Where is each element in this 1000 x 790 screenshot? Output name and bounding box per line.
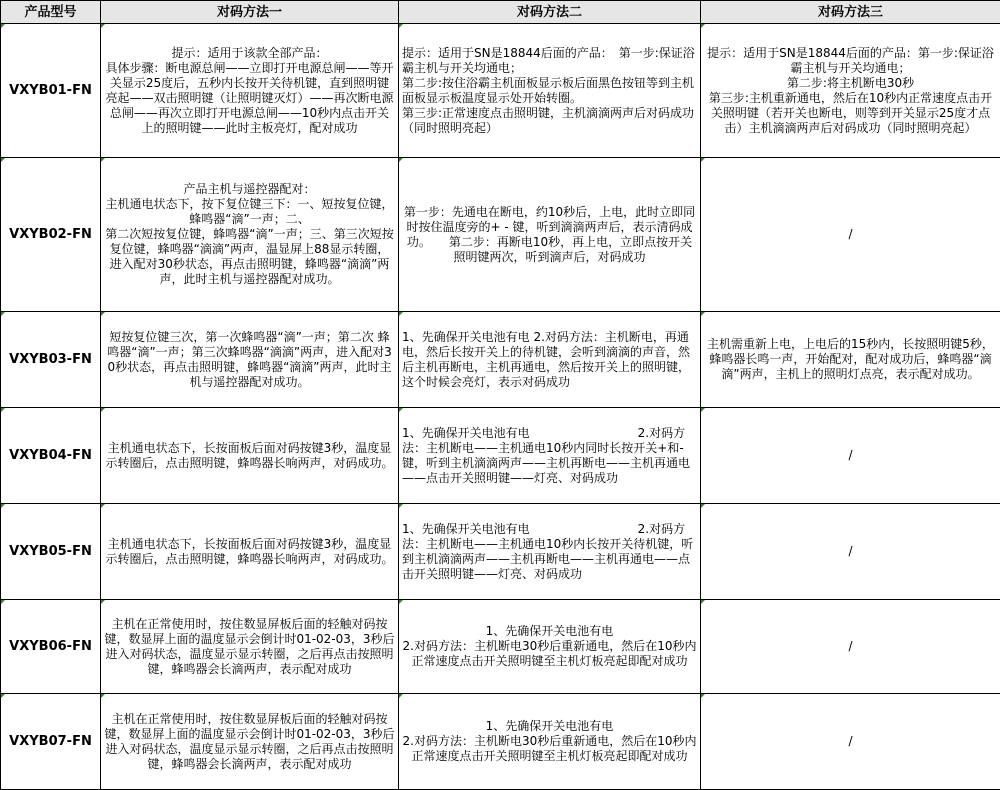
- table-row: [1, 158, 1000, 312]
- table-row: [1, 694, 1000, 790]
- method1-cell: 主机通电状态下，长按面板后面对码按键3秒，温度显示转圈后，点击照明键，蜂鸣器长响两声，对码成功。: [101, 504, 399, 600]
- model-cell: VXYB02-FN: [1, 158, 101, 312]
- method2-cell: 1、先确保开关电池有电 2.对码方法：主机断电——主机通电10秒内同时长按开关+和- 键，听到主机滴滴两声——主机再断电——主机再通电——点击开关照明键——灯亮、对码成功: [399, 408, 701, 504]
- model-cell: VXYB07-FN: [1, 694, 101, 790]
- model-cell: VXYB03-FN: [1, 312, 101, 408]
- method1-cell: 短按复位键三次，第一次蜂鸣器“滴”一声；第二次 蜂鸣器“滴”一声；第三次蜂鸣器“滴滴”两声，进入配对30秒状态，再点击照明键，蜂鸣器“滴滴”两声，此时主机与遥控器配对成功。: [101, 312, 399, 408]
- model-cell: VXYB06-FN: [1, 600, 101, 694]
- method3-cell: /: [701, 694, 1000, 790]
- model-cell: VXYB01-FN: [1, 24, 101, 158]
- method1-cell: 主机在正常使用时，按住数显屏板后面的轻触对码按键，数显屏上面的温度显示会倒计时01-02-03，3秒后进入对码状态，温度显示显示转圈，之后再点击按照明键，蜂鸣器会长滴两声，表示配对成功: [101, 600, 399, 694]
- method3-cell: /: [701, 600, 1000, 694]
- method3-cell: /: [701, 504, 1000, 600]
- method2-cell: 提示：适用于SN是18844后面的产品： 第一步:保证浴霸主机与开关均通电； 第二步:按住浴霸主机面板显示板后面黑色按钮等到主机面板显示板温度显示处开始转圈。 第三步:正常速度点击照明键，主机滴滴两声后对码成功（同时照明亮起）: [399, 24, 701, 158]
- table-row: [1, 504, 1000, 600]
- header-method-3: 对码方法三: [701, 1, 1000, 24]
- model-cell: VXYB04-FN: [1, 408, 101, 504]
- header-model: 产品型号: [1, 1, 101, 24]
- method2-cell: 第一步：先通电在断电，约10秒后，上电，此时立即同时按住温度旁的+ - 键，听到滴滴两声后，表示清码成功。 第二步：再断电10秒，再上电，立即点按开关照明键两次，听到滴声后，对码成功: [399, 158, 701, 312]
- table-row: [1, 24, 1000, 158]
- method3-cell: /: [701, 408, 1000, 504]
- method2-cell: 1、先确保开关电池有电 2.对码方法：主机断电，再通电，然后长按开关上的待机键，会听到滴滴的声音，然后主机再断电，主机再通电，然后按开关上的照明键，这个时候会亮灯，表示对码成功: [399, 312, 701, 408]
- table-row: [1, 408, 1000, 504]
- header-row: [1, 1, 1000, 24]
- header-method-1: 对码方法一: [101, 1, 399, 24]
- model-cell: VXYB05-FN: [1, 504, 101, 600]
- method3-cell: 提示：适用于SN是18844后面的产品：第一步:保证浴霸主机与开关均通电； 第二步:将主机断电30秒 第三步:主机重新通电，然后在10秒内正常速度点击开关照明键（若开关也断电，则等到开关显示25度才点击）主机滴滴两声后对码成功（同时照明亮起）: [701, 24, 1000, 158]
- method2-cell: 1、先确保开关电池有电 2.对码方法：主机断电——主机通电10秒内长按开关待机键，听到主机滴滴两声——主机再断电——主机再通电——点击开关照明键——灯亮、对码成功: [399, 504, 701, 600]
- header-method-2: 对码方法二: [399, 1, 701, 24]
- method3-cell: 主机需重新上电，上电后的15秒内，长按照明键5秒，蜂鸣器长鸣一声，开始配对，配对成功后，蜂鸣器“滴滴”两声，主机上的照明灯点亮，表示配对成功。: [701, 312, 1000, 408]
- method1-cell: 产品主机与遥控器配对： 主机通电状态下，按下复位键三下：一、短按复位键，蜂鸣器“滴”一声；二、 第二次短按复位键，蜂鸣器“滴”一声；三、第三次短按复位键，蜂鸣器“滴滴”两声，温显屏上88显示转圈，进入配对30秒状态，再点击照明键，蜂鸣器“滴滴”两声，此时主机与遥控器配对成功。: [101, 158, 399, 312]
- method1-cell: 提示：适用于该款全部产品： 具体步骤：断电源总闸——立即打开电源总闸——等开关显示25度后，五秒内长按开关待机键，直到照明键亮起——双击照明键（让照明键灭灯）——再次断电源总闸——再次立即打开电源总闸——10秒内点击开关上的照明键——此时主板亮灯，配对成功: [101, 24, 399, 158]
- table-row: [1, 600, 1000, 694]
- method2-cell: 1、先确保开关电池有电 2.对码方法：主机断电30秒后重新通电，然后在10秒内正常速度点击开关照明键至主机灯板亮起即配对成功: [399, 600, 701, 694]
- method1-cell: 主机通电状态下，长按面板后面对码按键3秒，温度显示转圈后，点击照明键，蜂鸣器长响两声，对码成功。: [101, 408, 399, 504]
- method2-cell: 1、先确保开关电池有电 2.对码方法：主机断电30秒后重新通电，然后在10秒内正常速度点击开关照明键至主机灯板亮起即配对成功: [399, 694, 701, 790]
- method1-cell: 主机在正常使用时，按住数显屏板后面的轻触对码按键，数显屏上面的温度显示会倒计时01-02-03，3秒后进入对码状态，温度显示显示转圈，之后再点击按照明键，蜂鸣器会长滴两声，表示配对成功: [101, 694, 399, 790]
- table-row: [1, 312, 1000, 408]
- method3-cell: /: [701, 158, 1000, 312]
